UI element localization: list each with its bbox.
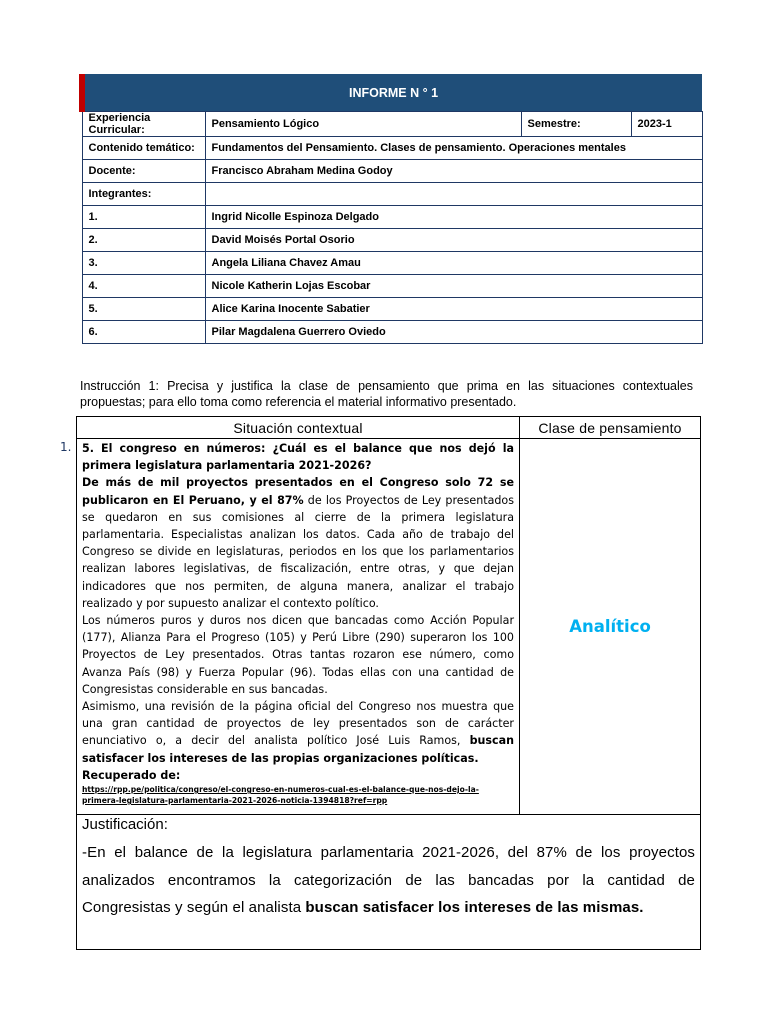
situation-table [76,416,701,950]
paragraph-3-bold: buscan satisfacer los intereses de las propias organizaciones políticas. [82,734,514,765]
source-link[interactable]: https://rpp.pe/politica/congreso/el-congreso-en-numeros-cual-es-el-balance-que-nos-dejo-la-primera-legislatura-parlamentaria-2021-2026-noticia-1394818?ref=rpp [82,785,479,806]
curricular-value: Pensamiento Lógico [205,112,521,137]
member-number: 5. [82,298,205,321]
curricular-label: Experiencia Curricular: [82,112,205,137]
member-number: 2. [82,229,205,252]
content-label: Contenido temático: [82,137,205,160]
semester-value: 2023-1 [631,112,702,137]
content-value: Fundamentos del Pensamiento. Clases de pensamiento. Operaciones mentales [205,137,702,160]
semester-label: Semestre: [521,112,631,137]
paragraph-2: Los números puros y duros nos dicen que bancadas como Acción Popular (177), Alianza Para el Progreso (105) y Perú Libre (290) superaron los 100 Proyectos de Ley presentados. Otras tantas rozaron ese número, como Avanza País (98) y Fuerza Popular (96). Todas ellas con una cantidad de Congresistas considerable en sus bancadas. [82,614,514,696]
member-name: Angela Liliana Chavez Amau [205,252,702,275]
question-text: 5. El congreso en números: ¿Cuál es el balance que nos dejó la primera legislatura parlamentaria 2021-2026? [82,442,514,473]
col-thinking-header: Clase de pensamiento [520,417,701,439]
justification-text [82,839,695,922]
member-name: Nicole Katherin Lojas Escobar [205,275,702,298]
member-name: David Moisés Portal Osorio [205,229,702,252]
recovered-label: Recuperado de: [82,768,181,782]
situation-text [77,439,520,815]
justification-title: Justificación: [82,816,168,833]
instruction-text: Instrucción 1: Precisa y justifica la clase de pensamiento que prima en las situaciones contextuales propuestas; para ello toma como referencia el material informativo presentado. [80,379,693,409]
paragraph-1: de los Proyectos de Ley presentados se quedaron en sus comisiones al cierre de la primera legislatura parlamentaria. Especialistas analizan los datos. Cada año de trabajo del Congreso se divide en legislaturas, periodos en los que los parlamentarios realizan labores legislativas, de fiscalización, entre otras, y que dejan indicadores que nos permiten, de alguna manera, analizar el trabajo realizado y por supuesto analizar el contexto político. [82,493,514,610]
paragraph-3: Asimismo, una revisión de la página oficial del Congreso nos muestra que una gran cantidad de proyectos de ley presentados son de carácter enunciativo o, a decir del analista político José Luis Ramos, [82,700,514,748]
member-name: Ingrid Nicolle Espinoza Delgado [205,206,702,229]
member-name: Pilar Magdalena Guerrero Oviedo [205,321,702,344]
justification-cell [77,815,701,950]
member-number: 6. [82,321,205,344]
members-empty [205,183,702,206]
col-situation-header: Situación contextual [77,417,520,439]
report-title: INFORME N ° 1 [82,74,702,112]
justification-body: -En el balance de la legislatura parlamentaria 2021-2026, del 87% de los proyectos analizados encontramos la categorización de las bancadas por la cantidad de Congresistas y según el analista [82,844,695,916]
member-number: 1. [82,206,205,229]
item-number: 1. [60,440,72,454]
member-number: 3. [82,252,205,275]
members-label: Integrantes: [82,183,205,206]
member-name: Alice Karina Inocente Sabatier [205,298,702,321]
report-info-table [79,74,703,344]
paragraph-1-bold: De más de mil proyectos presentados en el Congreso solo 72 se publicaron en El Peruano, y el 87% [82,476,514,507]
teacher-value: Francisco Abraham Medina Godoy [205,160,702,183]
teacher-label: Docente: [82,160,205,183]
thinking-class-answer: Analítico [569,616,651,636]
justification-bold: buscan satisfacer los intereses de las mismas. [305,899,644,916]
answer-cell [520,439,701,815]
member-number: 4. [82,275,205,298]
